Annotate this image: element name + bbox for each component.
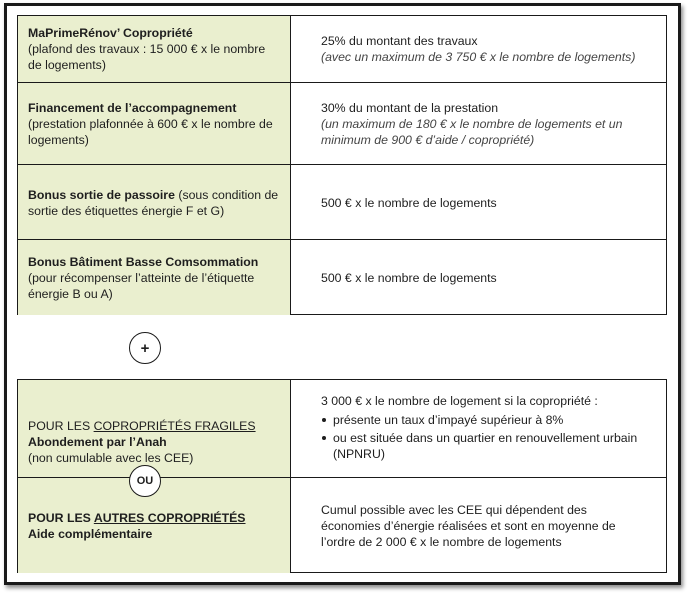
aid-table-extra <box>17 379 667 573</box>
row-label-cell <box>18 165 291 240</box>
fragile-note: (non cumulable avec les CEE) <box>28 450 194 465</box>
row-value-cell <box>291 240 666 315</box>
row-condition: (plafond des travaux : 15 000 € x le nombre de logements) <box>28 42 266 72</box>
fragile-subtitle: Abondement par l’Anah <box>28 434 167 449</box>
or-badge: OU <box>129 465 161 497</box>
row-label-cell <box>18 380 291 477</box>
table-row <box>18 16 666 82</box>
row-value: 25% du montant des travaux <box>321 34 478 48</box>
row-value: 500 € x le nombre de logements <box>321 270 497 285</box>
fragile-heading: COPROPRIÉTÉS FRAGILES <box>93 418 256 433</box>
table-row <box>18 477 666 573</box>
fragile-intro: 3 000 € x le nombre de logement si la copropriété : <box>321 394 598 408</box>
fragile-prefix: POUR LES <box>28 418 94 433</box>
row-value: 500 € x le nombre de logements <box>321 195 497 210</box>
row-condition: (pour récompenser l’atteinte de l’étiquette énergie B ou A) <box>28 270 255 301</box>
table-row <box>18 82 666 165</box>
autres-subtitle: Aide complémentaire <box>28 526 153 541</box>
row-label-cell <box>18 16 291 82</box>
autres-description: Cumul possible avec les CEE qui dépendent des économies d’énergie réalisées et sont en moyenne de l’ordre de 2 000 € x le nombre de logements <box>321 502 616 549</box>
row-title: Bonus sortie de passoire <box>28 187 175 202</box>
row-condition: (sous condition de sortie des étiquettes énergie F et G) <box>28 187 279 218</box>
row-value: 30% du montant de la prestation <box>321 101 499 115</box>
plus-icon: + <box>129 332 161 364</box>
table-row <box>18 380 666 477</box>
row-title: MaPrimeRénov’ Copropriété <box>28 26 193 40</box>
row-value-cell <box>291 380 666 477</box>
row-title: Financement de l’accompagnement <box>28 101 237 115</box>
fragile-conditions <box>321 412 652 464</box>
row-value-cell <box>291 83 666 165</box>
aid-table-main <box>17 15 667 315</box>
list-item: ou est située dans un quartier en renouvellement urbain (NPNRU) <box>321 430 652 462</box>
row-value-note: (un maximum de 180 € x le nombre de logements et un minimum de 900 € d’aide / copropriété) <box>321 117 623 147</box>
row-label-cell <box>18 83 291 165</box>
table-row <box>18 164 666 240</box>
list-item: présente un taux d’impayé supérieur à 8% <box>321 412 652 428</box>
row-title: Bonus Bâtiment Basse Comsommation <box>28 254 259 269</box>
row-condition: (prestation plafonnée à 600 € x le nombre de logements) <box>28 117 273 147</box>
row-label-cell <box>18 240 291 315</box>
row-value-cell <box>291 165 666 240</box>
row-value-note: (avec un maximum de 3 750 € x le nombre de logements) <box>321 50 636 64</box>
row-value-cell <box>291 16 666 82</box>
autres-prefix: POUR LES <box>28 510 94 525</box>
row-value-cell <box>291 478 666 573</box>
table-row <box>18 239 666 315</box>
autres-heading: AUTRES COPROPRIÉTÉS <box>93 510 246 525</box>
